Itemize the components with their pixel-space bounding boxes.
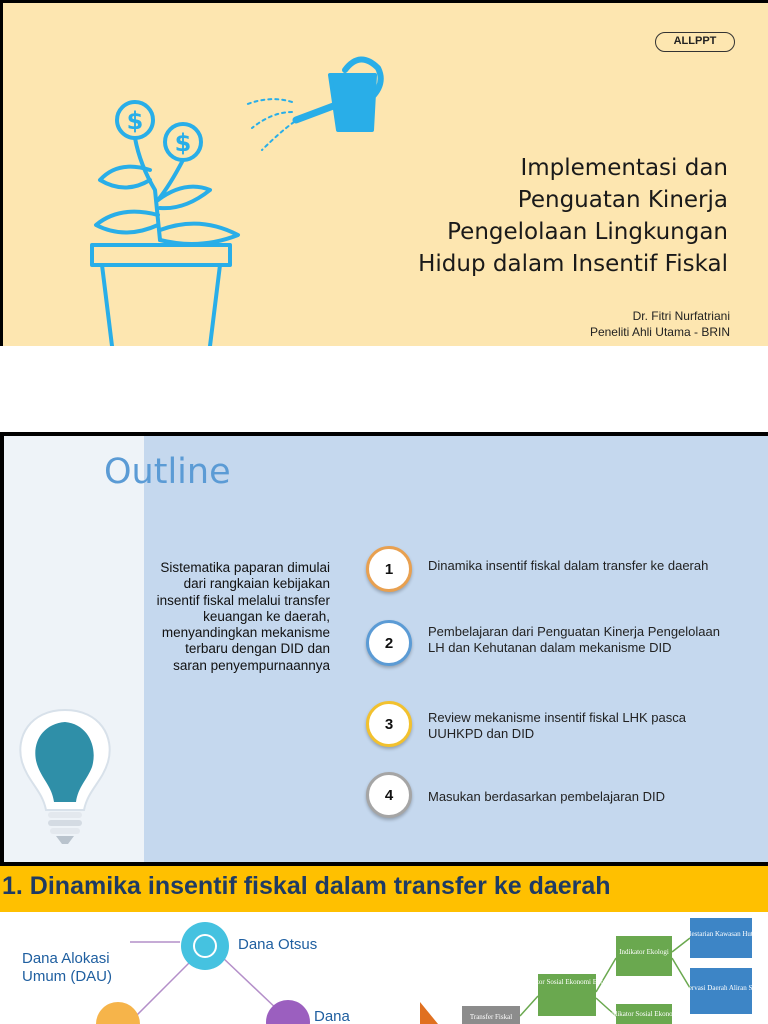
svg-text:$: $ <box>174 129 192 157</box>
item-text: Review mekanisme insentif fiskal LHK pasca UUHKPD dan DID <box>428 710 686 741</box>
lightbulb-icon <box>10 702 120 852</box>
author-role: Peneliti Ahli Utama - BRIN <box>589 325 730 339</box>
outline-item[interactable] <box>366 620 746 668</box>
outline-slide <box>0 432 768 862</box>
watering-can-icon <box>296 59 381 130</box>
title-line: Implementasi dan <box>520 155 728 181</box>
outline-item[interactable] <box>366 772 746 820</box>
dana-circle-icon <box>266 1000 310 1024</box>
item-number-badge: 3 <box>366 701 412 747</box>
box-indikator-sosial-ekonomi: Indikator Sosial Ekonomi <box>608 1010 680 1018</box>
label-dana: Dana <box>314 1008 350 1024</box>
box-pelestarian: Pelestarian Kawasan Hutan <box>682 930 760 938</box>
outline-summary: Sistematika paparan dimulai dari rangkaian kebijakan insentif fiskal melalui transfer keuangan ke daerah, menyandingkan mekanisme terbaru dengan DID dan saran penyempurnaannya <box>156 560 330 673</box>
arrow-icon <box>420 1002 438 1024</box>
dollar-coin-icon <box>117 102 153 138</box>
author-block <box>590 308 730 340</box>
title-line: Pengelolaan Lingkungan <box>447 219 728 245</box>
box-konservasi: Konservasi Daerah Aliran Sungai <box>674 984 768 992</box>
box-indikator-ekologi: Indikator Ekologi <box>619 948 669 956</box>
item-number-badge: 1 <box>366 546 412 592</box>
presentation-title <box>308 152 728 280</box>
item-text: Masukan berdasarkan pembelajaran DID <box>428 789 666 804</box>
outline-title: Outline <box>104 452 231 492</box>
item-number-badge: 2 <box>366 620 412 666</box>
outline-item[interactable] <box>366 701 746 749</box>
slide-border-top <box>0 0 768 3</box>
author-name: Dr. Fitri Nurfatriani <box>632 309 730 323</box>
dollar-coin-icon <box>165 124 201 160</box>
content-slide <box>0 862 768 1024</box>
box-indikator-sosial-ekonomi-ekologi: Indikator Sosial Ekonomi Ekologi <box>519 978 615 986</box>
title-line: Penguatan Kinerja <box>517 187 728 213</box>
slide-border-left <box>0 432 4 862</box>
water-drops-icon <box>245 99 294 150</box>
otsus-circle-icon <box>181 922 229 970</box>
outline-item[interactable] <box>366 546 746 594</box>
title-line: Hidup dalam Insentif Fiskal <box>418 251 728 277</box>
box-transfer-fiskal: Transfer Fiskal <box>469 1013 513 1021</box>
allppt-logo: ALLPPT <box>655 32 735 52</box>
slide-border-top <box>0 432 768 436</box>
label-dau: Dana Alokasi Umum (DAU) <box>22 950 112 985</box>
svg-text:$: $ <box>126 107 144 135</box>
item-text: Dinamika insentif fiskal dalam transfer ke daerah <box>428 558 709 573</box>
slide-title: 1. Dinamika insentif fiskal dalam transfer ke daerah <box>2 872 611 900</box>
item-number-badge: 4 <box>366 772 412 818</box>
item-text: Pembelajaran dari Penguatan Kinerja Pengelolaan LH dan Kehutanan dalam mekanisme DID <box>428 624 720 655</box>
title-slide <box>0 0 768 346</box>
dau-circle-icon <box>96 1002 140 1024</box>
label-otsus: Dana Otsus <box>238 936 318 953</box>
